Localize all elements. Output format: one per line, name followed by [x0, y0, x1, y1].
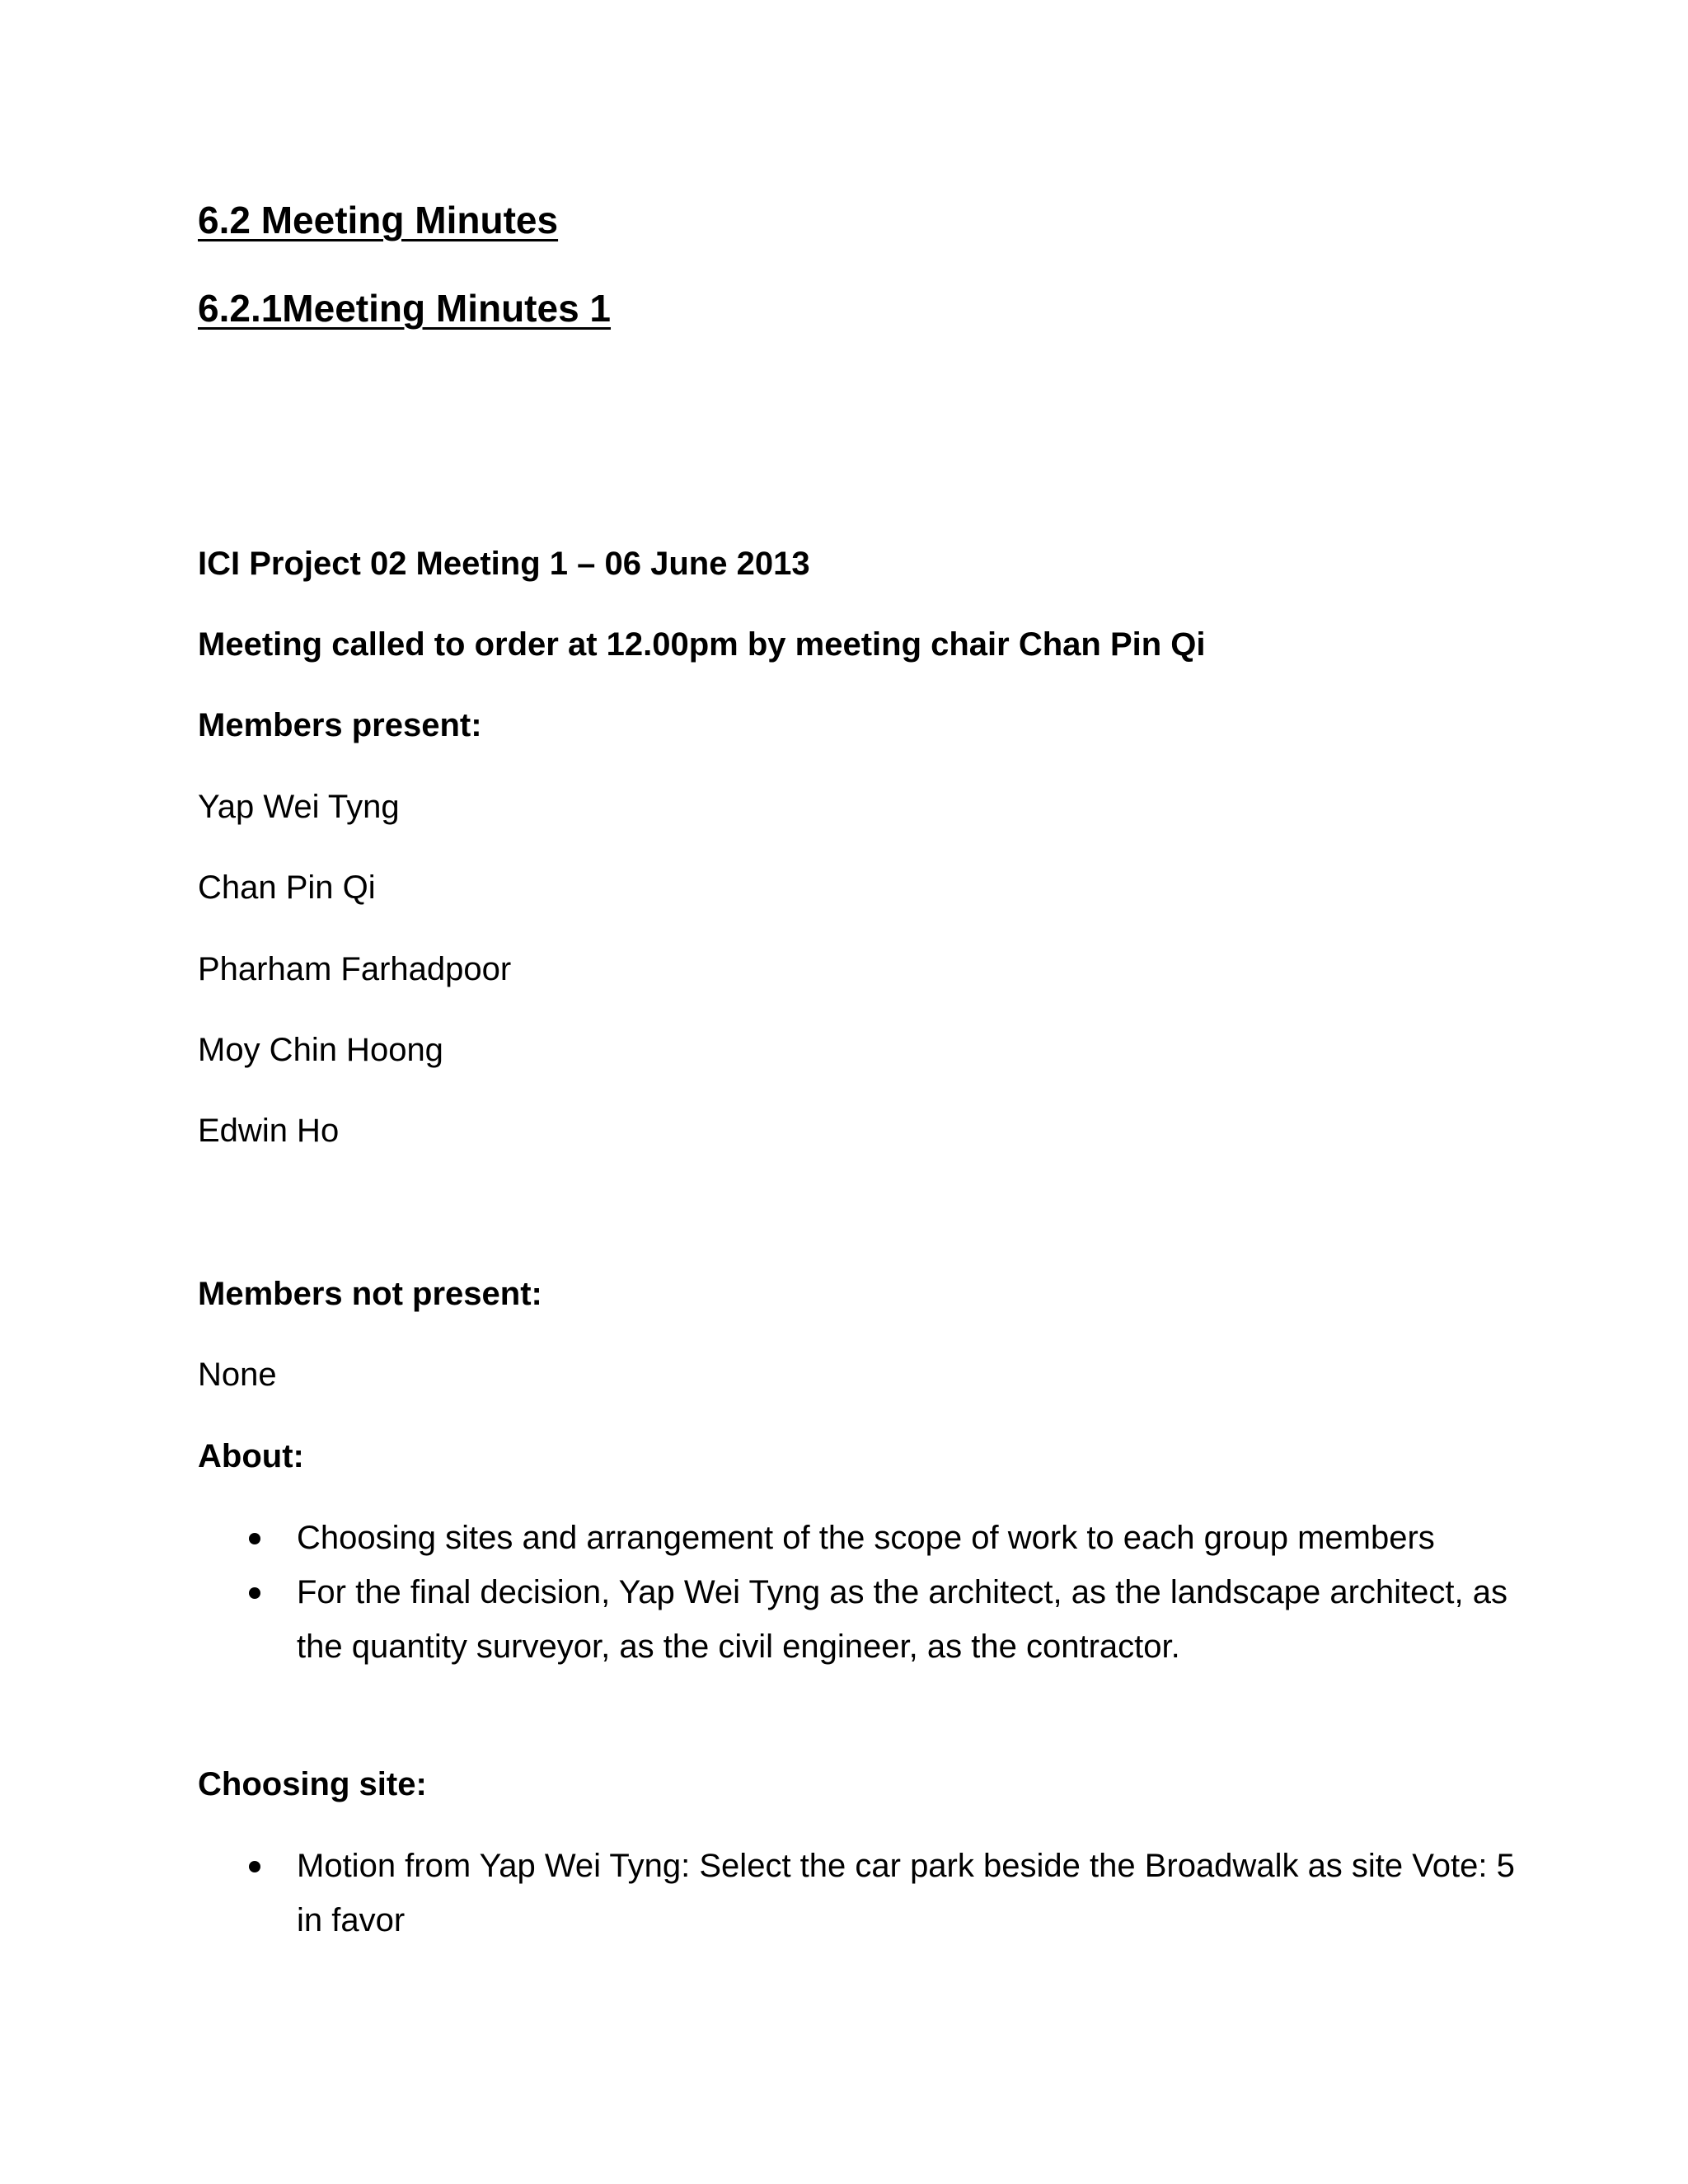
member-name: Pharham Farhadpoor — [198, 951, 512, 987]
members-not-present-label: Members not present: — [198, 1276, 542, 1312]
bullet-icon — [249, 1533, 260, 1544]
list-item — [198, 1511, 1533, 1565]
members-not-present-value: None — [198, 1357, 277, 1393]
bullet-icon — [249, 1587, 260, 1599]
about-label: About: — [198, 1438, 304, 1474]
member-name: Edwin Ho — [198, 1113, 340, 1149]
about-list — [198, 1511, 1533, 1674]
called-to-order: Meeting called to order at 12.00pm by meeting chair Chan Pin Qi — [198, 626, 1206, 663]
members-present-label: Members present: — [198, 707, 482, 743]
list-item-text: For the final decision, Yap Wei Tyng as the architect, as the landscape architect, as the quantity surveyor, as the civil engineer, as the contractor. — [297, 1574, 1507, 1665]
document-page — [198, 0, 1517, 2184]
subsection-heading: 6.2.1Meeting Minutes 1 — [198, 287, 612, 330]
list-item-text: Choosing sites and arrangement of the scope of work to each group members — [297, 1520, 1435, 1556]
list-item — [198, 1565, 1533, 1674]
list-item — [198, 1839, 1533, 1947]
bullet-icon — [249, 1861, 260, 1872]
section-heading: 6.2 Meeting Minutes — [198, 199, 559, 241]
member-name: Yap Wei Tyng — [198, 789, 400, 825]
list-item-text: Motion from Yap Wei Tyng: Select the car park beside the Broadwalk as site Vote: 5 in favor — [297, 1848, 1515, 1938]
member-name: Chan Pin Qi — [198, 869, 376, 906]
choosing-site-list — [198, 1839, 1533, 1947]
choosing-site-label: Choosing site: — [198, 1766, 427, 1802]
member-name: Moy Chin Hoong — [198, 1032, 443, 1068]
meeting-title: ICI Project 02 Meeting 1 – 06 June 2013 — [198, 546, 810, 582]
